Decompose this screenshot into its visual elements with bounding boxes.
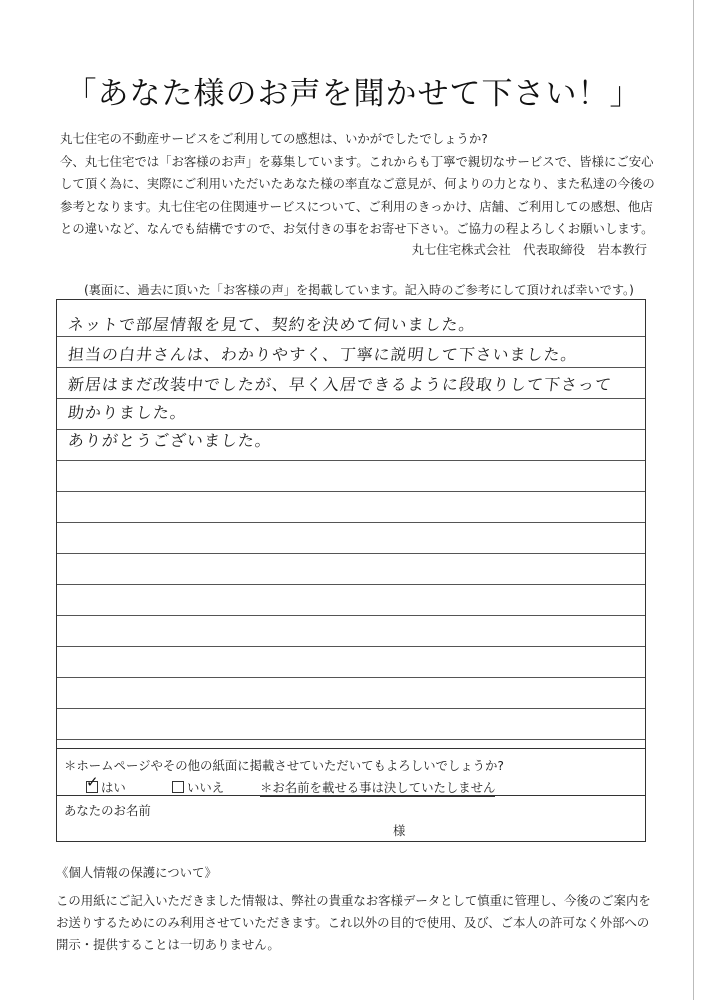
privacy-heading: 《個人情報の保護について》 bbox=[56, 865, 217, 880]
ruled-line bbox=[57, 336, 645, 337]
ruled-line bbox=[57, 646, 645, 647]
privacy-line: 開示・提供することは一切ありません。 bbox=[56, 937, 280, 952]
ruled-line bbox=[57, 460, 645, 461]
name-policy-text: ＊お名前を載せる事は決していたしません bbox=[260, 780, 496, 795]
handwritten-comment-line: ありがとうございました。 bbox=[66, 431, 273, 450]
handwritten-comment-line: 担当の白井さんは、わかりやすく、丁寧に説明して下さいました。 bbox=[66, 345, 579, 364]
privacy-line: この用紙にご記入いただきました情報は、弊社の貴重なお客様データとして慎重に管理し、今後のご案内を bbox=[56, 893, 651, 908]
check-mark-icon: ✓ bbox=[86, 773, 99, 791]
ruled-line bbox=[57, 367, 645, 368]
intro-text bbox=[60, 128, 660, 241]
intro-line: 参考となります。丸七住宅の住関連サービスについて、ご利用のきっかけ、店舗、ご利用しての感想、他店 bbox=[60, 198, 653, 214]
scan-edge-line bbox=[693, 0, 694, 1000]
handwritten-comment-line: ネットで部屋情報を見て、契約を決めて伺いました。 bbox=[66, 315, 477, 334]
intro-line: 丸七住宅の不動産サービスをご利用しての感想は、いかがでしたでしょうか? bbox=[60, 131, 488, 146]
company-signature: 丸七住宅株式会社 代表取締役 岩本教行 bbox=[411, 242, 647, 257]
permission-question: ＊ホームページやその他の紙面に掲載させていただいてもよろしいでしょうか? bbox=[64, 758, 504, 773]
page-title: 「あなた様のお声を聞かせて下さい！」 bbox=[65, 76, 642, 112]
handwritten-comment-line: 助かりました。 bbox=[66, 403, 188, 422]
ruled-line bbox=[57, 491, 645, 492]
privacy-line: お送りするためにのみ利用させていただきます。これ以外の目的で使用、及び、ご本人の許可なく外部への bbox=[56, 915, 650, 930]
option-yes[interactable] bbox=[86, 773, 126, 796]
ruled-line bbox=[57, 584, 645, 585]
no-checkbox[interactable] bbox=[172, 781, 184, 793]
section-divider bbox=[57, 748, 645, 749]
ruled-line bbox=[57, 553, 645, 554]
ruled-line bbox=[57, 677, 645, 678]
honorific-suffix: 様 bbox=[393, 823, 406, 838]
ruled-line bbox=[57, 708, 645, 709]
ruled-line bbox=[57, 615, 645, 616]
yes-checkbox[interactable] bbox=[86, 773, 99, 793]
ruled-line bbox=[57, 739, 645, 740]
ruled-line bbox=[57, 398, 645, 399]
privacy-text bbox=[56, 890, 666, 956]
name-field-label: あなたのお名前 bbox=[64, 803, 151, 818]
handwritten-comment-line: 新居はまだ改装中でしたが、早く入居できるように段取りして下さって bbox=[66, 375, 613, 394]
option-no-label: いいえ bbox=[187, 780, 225, 795]
intro-line: して頂く為に、実際にご利用いただいたあなた様の率直なご意見が、何よりの力となり、また私達の今後の bbox=[60, 176, 655, 191]
intro-line: 今、丸七住宅では「お客様のお声」を募集しています。これからも丁寧で親切なサービスで、皆様にご安心 bbox=[60, 153, 654, 169]
option-yes-label: はい bbox=[101, 780, 126, 795]
intro-line: との違いなど、なんでも結構ですので、お気付きの事をお寄せ下さい。ご協力の程よろしくお願いします。 bbox=[60, 221, 654, 236]
option-no[interactable] bbox=[172, 778, 224, 796]
ruled-line bbox=[57, 522, 645, 523]
reference-notice: (裏面に、過去に頂いた「お客様の声」を掲載しています。記入時のご参考にして頂ければ幸いです。) bbox=[84, 283, 634, 297]
name-policy-note bbox=[260, 778, 495, 796]
